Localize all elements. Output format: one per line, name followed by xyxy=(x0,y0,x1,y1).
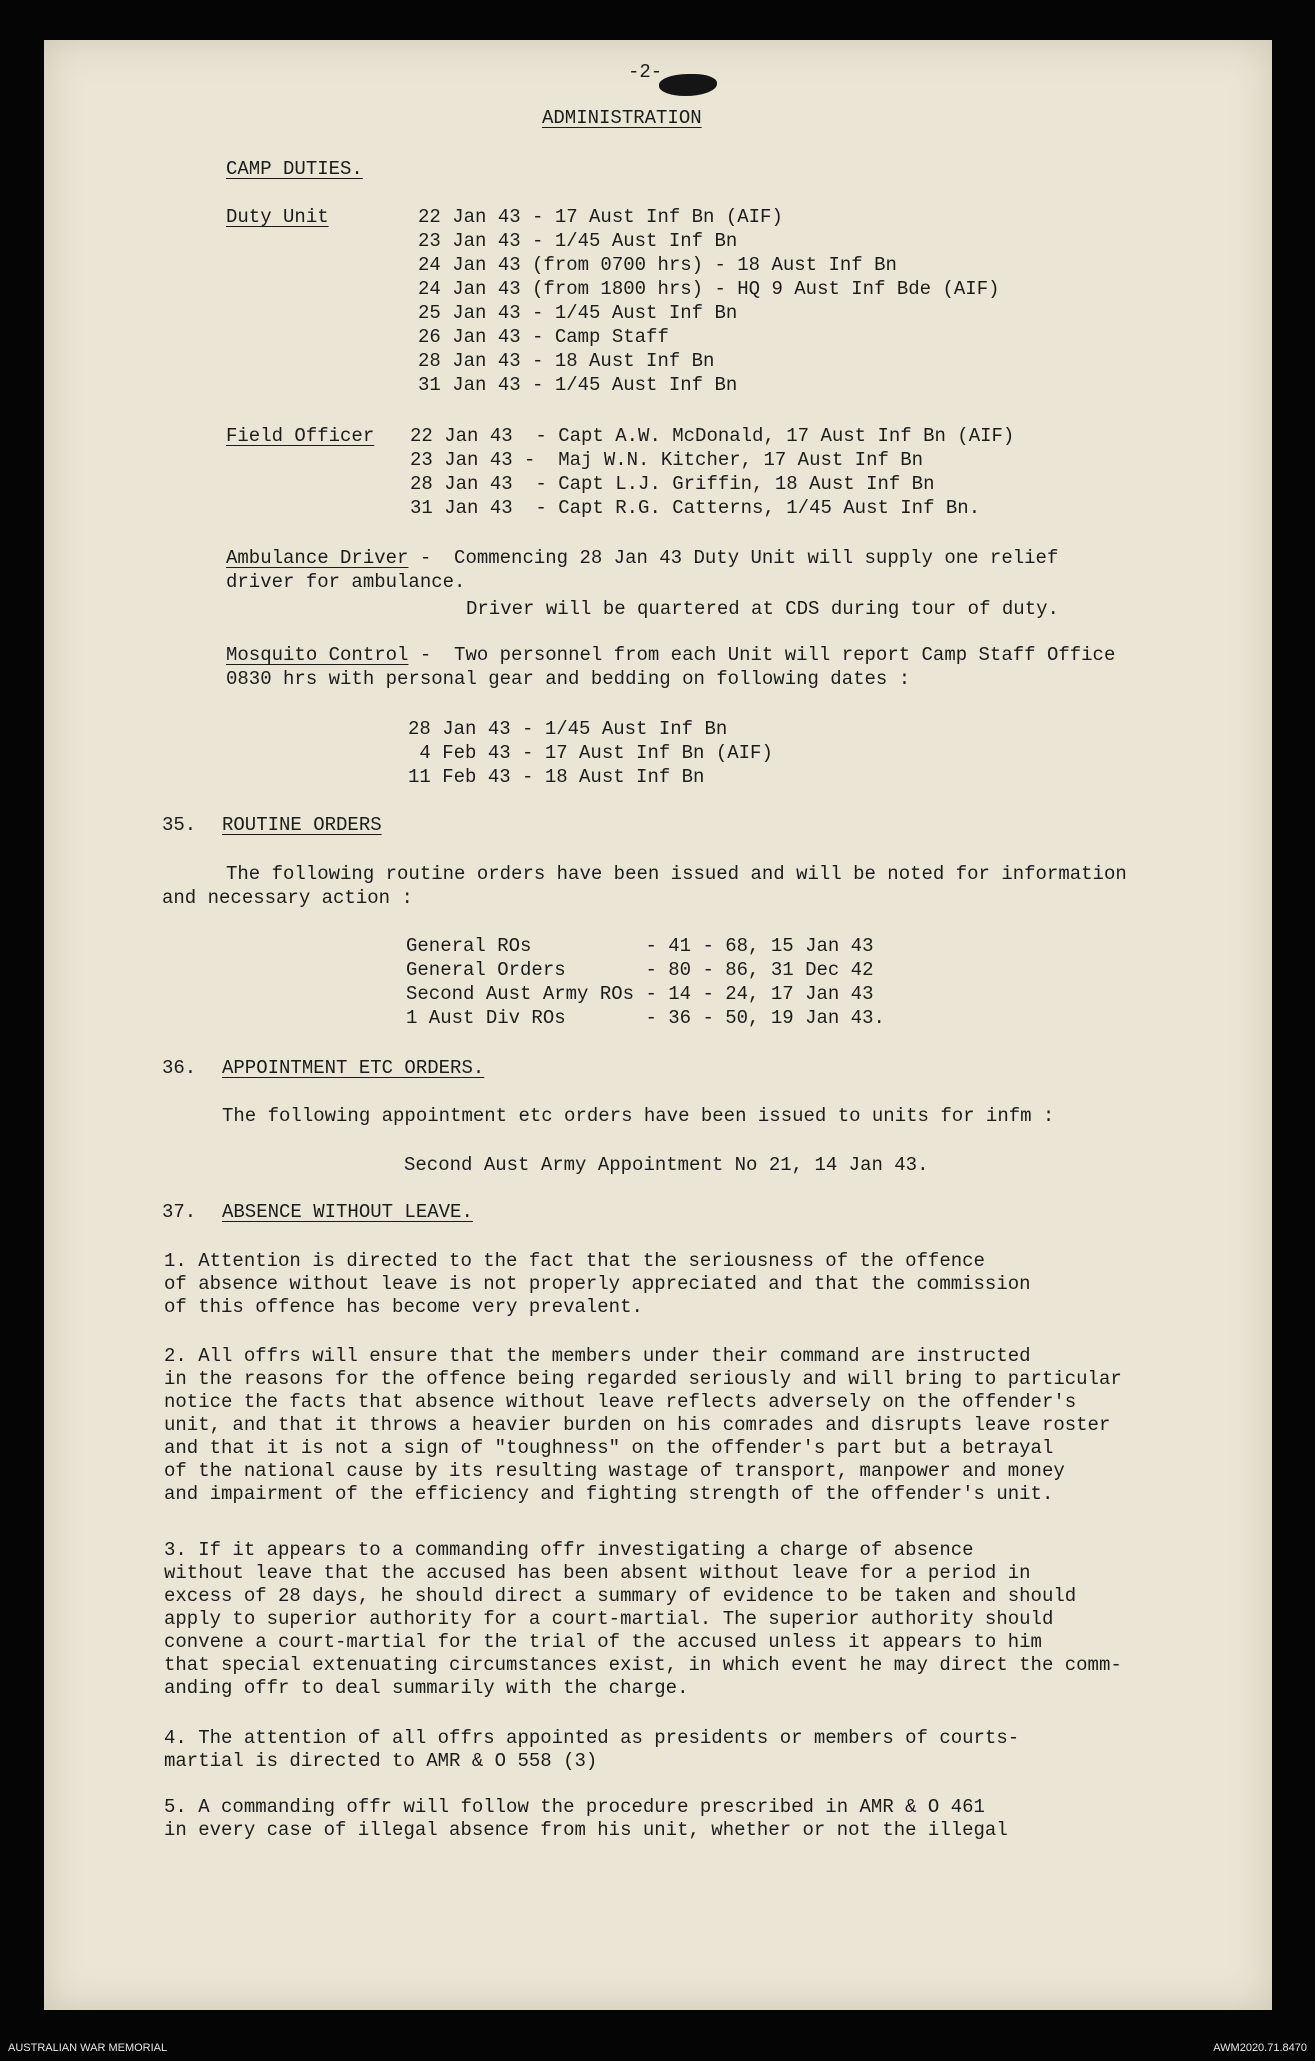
routine-orders-number: 35. xyxy=(162,814,197,836)
absence-para-5: 5. A commanding offr will follow the procedure prescribed in AMR & O 461 in every case of illegal absence from his unit, whether or not the illegal xyxy=(164,1796,1008,1841)
routine-orders-heading: ROUTINE ORDERS xyxy=(222,814,382,836)
routine-order-row: General Orders - 80 - 86, 31 Dec 42 xyxy=(406,959,874,981)
appointment-orders-intro: The following appointment etc orders have been issued to units for infm : xyxy=(222,1105,1055,1127)
absence-para-2: 2. All offrs will ensure that the members under their command are instructed in the reasons for the offence being regarded seriously and will bring to particular notice the facts that absence without leave reflects adversely on the offender's unit, and that it throws a heavier burden on his comrades and disrupts leave roster and that it is not a sign of "toughness" on the offender's part but a betrayal of the national cause by its resulting wastage of transport, manpower and money and impairment of the efficiency and fighting strength of the offender's unit. xyxy=(164,1345,1122,1505)
duty-unit-item: 28 Jan 43 - 18 Aust Inf Bn xyxy=(418,350,715,372)
ambulance-line-1 xyxy=(226,546,1058,570)
routine-orders-intro-1: The following routine orders have been issued and will be noted for information xyxy=(226,863,1127,885)
ambulance-line-3: Driver will be quartered at CDS during tour of duty. xyxy=(466,598,1059,620)
field-officer-item: 28 Jan 43 - Capt L.J. Griffin, 18 Aust Inf Bn xyxy=(410,473,935,495)
duty-unit-item: 25 Jan 43 - 1/45 Aust Inf Bn xyxy=(418,302,738,324)
field-officer-label: Field Officer xyxy=(226,425,375,447)
ambulance-text: - Commencing 28 Jan 43 Duty Unit will supply one relief xyxy=(408,547,1059,569)
absence-heading: ABSENCE WITHOUT LEAVE. xyxy=(222,1201,473,1223)
mosquito-dates xyxy=(408,717,773,789)
mosquito-date-item: 11 Feb 43 - 18 Aust Inf Bn xyxy=(408,766,705,788)
field-officer-list xyxy=(410,424,1014,520)
footer-archive-name: AUSTRALIAN WAR MEMORIAL xyxy=(8,2042,168,2054)
camp-duties-heading: CAMP DUTIES. xyxy=(226,158,363,180)
absence-para-1: 1. Attention is directed to the fact that the seriousness of the offence of absence without leave is not properly appreciated and that the commission of this offence has become very prevalent. xyxy=(164,1250,1031,1318)
routine-orders-list xyxy=(406,934,885,1030)
section-title: ADMINISTRATION xyxy=(542,107,702,129)
ambulance-line-2: driver for ambulance. xyxy=(226,571,466,593)
mosquito-line-2: 0830 hrs with personal gear and bedding on following dates : xyxy=(226,668,911,690)
appointment-orders-number: 36. xyxy=(162,1057,197,1079)
duty-unit-item: 31 Jan 43 - 1/45 Aust Inf Bn xyxy=(418,374,738,396)
footer-accession-number: AWM2020.71.8470 xyxy=(1213,2042,1307,2054)
ambulance-label: Ambulance Driver xyxy=(226,547,409,569)
mosquito-text: - Two personnel from each Unit will report Camp Staff Office xyxy=(408,644,1116,666)
appointment-orders-heading: APPOINTMENT ETC ORDERS. xyxy=(222,1057,485,1079)
absence-number: 37. xyxy=(162,1201,197,1223)
field-officer-item: 31 Jan 43 - Capt R.G. Catterns, 1/45 Aust Inf Bn. xyxy=(410,497,981,519)
ink-blot xyxy=(659,74,717,96)
mosquito-date-item: 28 Jan 43 - 1/45 Aust Inf Bn xyxy=(408,718,728,740)
absence-para-4: 4. The attention of all offrs appointed as presidents or members of courts- martial is directed to AMR & O 558 (3) xyxy=(164,1727,1020,1772)
routine-order-row: General ROs - 41 - 68, 15 Jan 43 xyxy=(406,935,874,957)
absence-para-3: 3. If it appears to a commanding offr investigating a charge of absence without leave that the accused has been absent without leave for a period in excess of 28 days, he should direct a summary of evidence to be taken and should apply to superior authority for a court-martial. The superior authority should convene a court-martial for the trial of the accused unless it appears to him that special extenuating circumstances exist, in which event he may direct the comm- anding offr to deal summarily with the charge. xyxy=(164,1539,1122,1699)
duty-unit-label: Duty Unit xyxy=(226,206,329,228)
page-number: -2- xyxy=(628,61,663,83)
routine-orders-intro-2: and necessary action : xyxy=(162,887,413,909)
duty-unit-item: 23 Jan 43 - 1/45 Aust Inf Bn xyxy=(418,230,738,252)
duty-unit-item: 24 Jan 43 (from 1800 hrs) - HQ 9 Aust Inf Bde (AIF) xyxy=(418,278,1000,300)
mosquito-label: Mosquito Control xyxy=(226,644,409,666)
routine-order-row: Second Aust Army ROs - 14 - 24, 17 Jan 43 xyxy=(406,983,874,1005)
field-officer-item: 22 Jan 43 - Capt A.W. McDonald, 17 Aust Inf Bn (AIF) xyxy=(410,425,1015,447)
duty-unit-item: 22 Jan 43 - 17 Aust Inf Bn (AIF) xyxy=(418,206,783,228)
appointment-orders-item: Second Aust Army Appointment No 21, 14 Jan 43. xyxy=(404,1154,929,1176)
duty-unit-item: 24 Jan 43 (from 0700 hrs) - 18 Aust Inf Bn xyxy=(418,254,897,276)
duty-unit-item: 26 Jan 43 - Camp Staff xyxy=(418,326,669,348)
mosquito-date-item: 4 Feb 43 - 17 Aust Inf Bn (AIF) xyxy=(408,742,773,764)
field-officer-item: 23 Jan 43 - Maj W.N. Kitcher, 17 Aust Inf Bn xyxy=(410,449,924,471)
routine-order-row: 1 Aust Div ROs - 36 - 50, 19 Jan 43. xyxy=(406,1007,885,1029)
duty-unit-list xyxy=(418,205,1000,397)
mosquito-line-1 xyxy=(226,643,1115,667)
